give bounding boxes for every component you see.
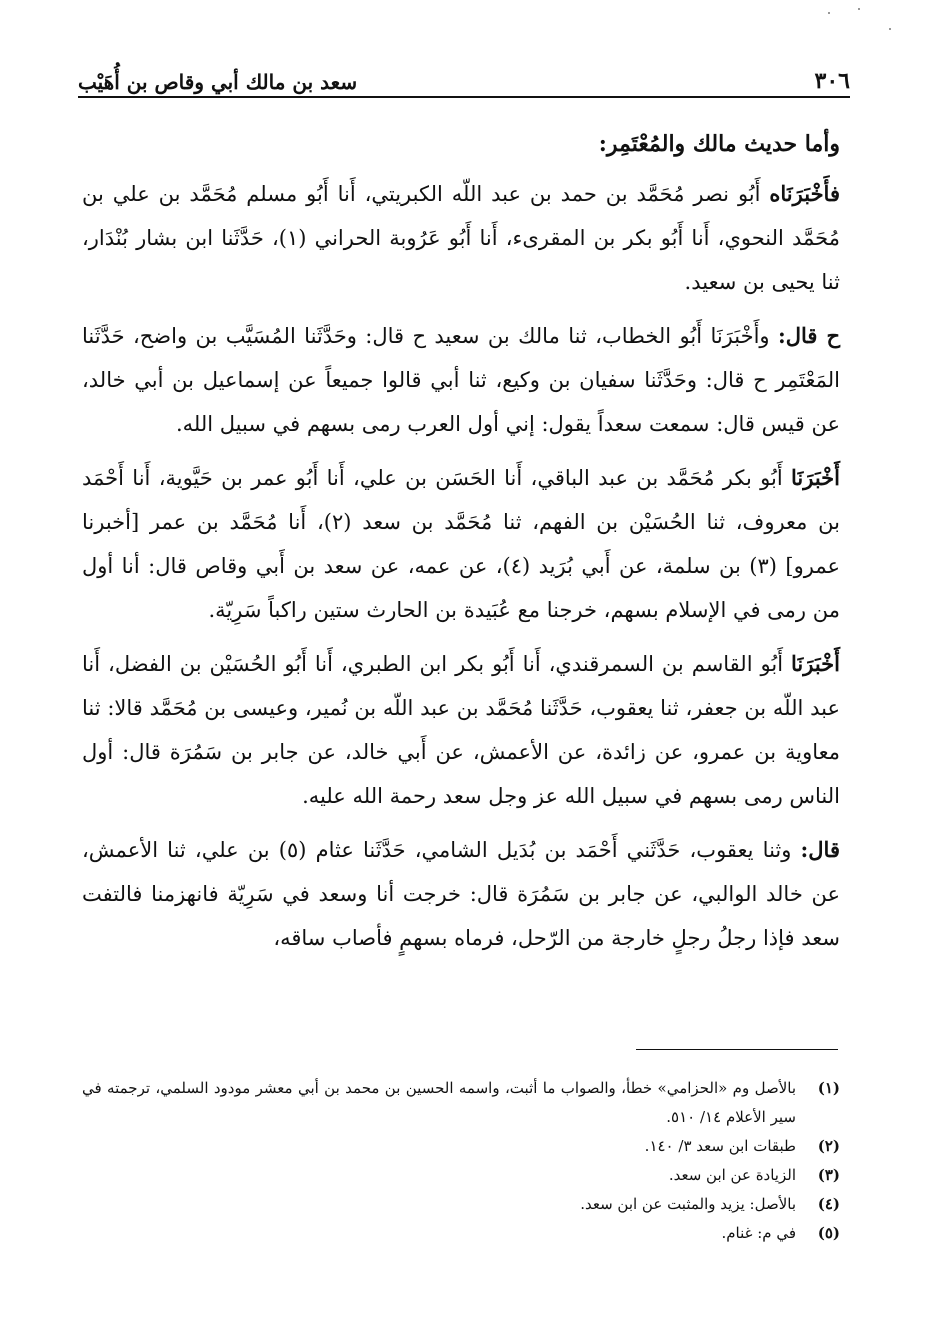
paragraph-text: وأَخْبَرَنَا أَبُو الخطاب، ثنا مالك بن سعيد ح قال: وحَدَّثَنا المُسَيَّب بن واضح، حَدَّثَنا المَعْتَمِر ح قال: وحَدَّثَنا سفيان بن وكيع، ثنا أبي قالوا جميعاً عن إسماعيل بن أبي خالد، عن قيس قال: سمعت سعداً يقول: إني أول العرب رمى بسهم في سبيل الله. (82, 324, 840, 436)
main-text (82, 122, 840, 970)
paragraph-4 (82, 642, 840, 818)
paragraph-text: وثنا يعقوب، حَدَّثَني أَحْمَد بن بُدَيل الشامي، حَدَّثَنا عثام (٥) بن علي، ثنا الأعمش، عن خالد الوالبي، عن جابر بن سَمُرَة قال: خرجت أنا وسعد في سَرِيّة فانهزمنا فالتفت سعد فإذا رجلُ رجلٍ خارجة من الرّحل، فرماه بسهمٍ فأصاب ساقه، (82, 838, 840, 950)
scan-speck (858, 8, 860, 10)
section-heading: وأما حديث مالك والمُعْتَمِر: (598, 131, 840, 157)
paragraph-text: أَبُو بكر مُحَمَّد بن عبد الباقي، أَنا الحَسَن بن علي، أَنا أَبُو عمر بن حَيَّوية، أَنا أَحْمَد بن معروف، ثنا الحُسَيْن بن الفهم، ثنا مُحَمَّد بن سعد (٢)، أَنا مُحَمَّد بن عمر [أخبرنا عمرو] (٣) بن سلمة، عن أَبي بُرَيد (٤)، عن عمه، عن سعد بن أَبي وقاص قال: أنا أول من رمى في الإسلام بسهم، خرجنا مع عُبَيدة بن الحارث ستين راكباً سَرِيّة. (82, 466, 841, 622)
footnote-2 (82, 1132, 840, 1161)
paragraph-lead: فأَخْبَرَنَاه (769, 181, 840, 206)
paragraph-text: أَبُو القاسم بن السمرقندي، أَنا أَبُو بكر ابن الطبري، أَنا أَبُو الحُسَيْن بن الفضل، أَنا عبد اللّه بن جعفر، ثنا يعقوب، حَدَّثَنا مُحَمَّد بن عبد اللّه بن نُمير، وعيسى بن مُحَمَّد قالا: ثنا معاوية بن عمرو، عن زائدة، عن الأعمش، عن أَبي خالد، عن جابر بن سَمُرَة قال: أول الناس رمى بسهم في سبيل الله عز وجل سعد رحمة الله عليه. (82, 652, 840, 808)
paragraph-lead: أَخْبَرَنَا (791, 651, 840, 676)
paragraph-3 (82, 456, 840, 632)
paragraph-2 (82, 314, 840, 446)
footnote-1 (82, 1074, 840, 1132)
page-header (78, 62, 850, 98)
footnote-separator (636, 1049, 838, 1050)
footnote-number: (٥) (817, 1224, 840, 1242)
paragraph-1 (82, 172, 840, 304)
footnote-4 (82, 1190, 840, 1219)
footnote-text: طبقات ابن سعد ٣/ ١٤٠. (644, 1137, 796, 1155)
footnote-number: (١) (817, 1079, 840, 1097)
footnote-text: بالأصل وم «الحزامي» خطأ، والصواب ما أثبت، واسمه الحسين بن محمد بن أبي معشر مودود السلمي، ترجمته في سير الأعلام ١٤/ ٥١٠. (82, 1079, 796, 1126)
footnote-text: في م: غنام. (721, 1224, 796, 1242)
scan-speck (828, 12, 830, 14)
paragraph-5 (82, 828, 840, 960)
footnote-number: (٢) (817, 1137, 840, 1155)
footnote-number: (٤) (817, 1195, 840, 1213)
footnote-3 (82, 1161, 840, 1190)
paragraph-text: أَبُو نصر مُحَمَّد بن حمد بن عبد اللّه الكبريتي، أَنا أَبُو مسلم مُحَمَّد بن علي بن مُحَمَّد النحوي، أَنا أَبُو بكر بن المقرىء، أَنا أَبُو عَرُوبة الحراني (١)، حَدَّثَنا ابن بشار بُنْدَار، ثنا يحيى بن سعيد. (82, 182, 840, 294)
paragraph-lead: قال: (800, 837, 840, 862)
page-number: ٣٠٦ (814, 68, 850, 94)
footnotes (82, 1074, 840, 1248)
scan-speck (889, 28, 891, 30)
paragraph-lead: أَخْبَرَنَا (791, 465, 840, 490)
footnote-number: (٣) (817, 1166, 840, 1184)
paragraph-lead: ح قال: (777, 323, 840, 348)
footnote-5 (82, 1219, 840, 1248)
running-title: سعد بن مالك أبي وقاص بن أُهَيْب (78, 70, 358, 94)
footnote-text: بالأصل: يزيد والمثبت عن ابن سعد. (580, 1195, 796, 1213)
footnote-text: الزيادة عن ابن سعد. (668, 1166, 796, 1184)
